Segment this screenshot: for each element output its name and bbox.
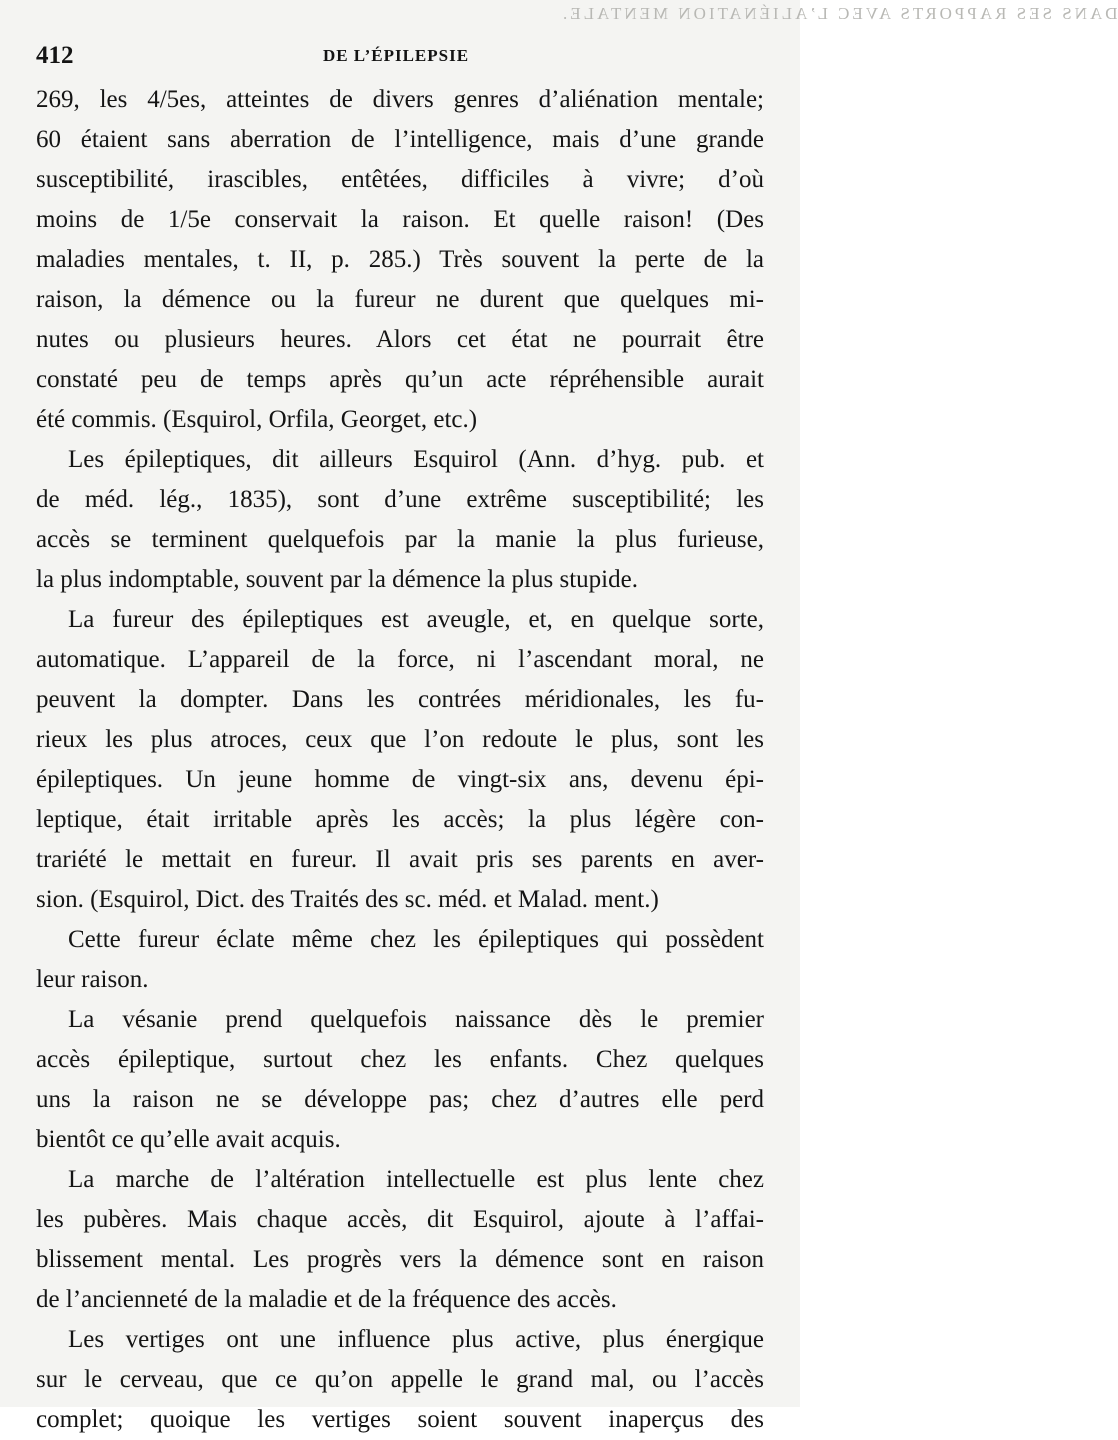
text-line: été commis. (Esquirol, Orfila, Georget, etc.)	[36, 406, 478, 433]
text-line: maladies mentales, t. II, p. 285.) Très souvent la perte de la	[36, 246, 764, 273]
text-line: bientôt ce qu’elle avait acquis.	[36, 1126, 341, 1153]
running-title: DE L’ÉPILEPSIE	[322, 46, 470, 65]
text-line: peuvent la dompter. Dans les contrées méridionales, les fu-	[36, 686, 764, 713]
text-line: la plus indomptable, souvent par la démence la plus stupide.	[36, 566, 638, 593]
page-header	[36, 42, 756, 76]
text-line: nutes ou plusieurs heures. Alors cet état ne pourrait être	[36, 326, 764, 353]
text-line: susceptibilité, irascibles, entêtées, difficiles à vivre; d’où	[36, 166, 764, 193]
text-line: La vésanie prend quelquefois naissance dès le premier	[68, 1006, 764, 1033]
text-line: automatique. L’appareil de la force, ni l’ascendant moral, ne	[36, 646, 764, 673]
text-line: leur raison.	[36, 966, 149, 993]
text-line: rieux les plus atroces, ceux que l’on redoute le plus, sont les	[36, 726, 764, 753]
text-line: Cette fureur éclate même chez les épileptiques qui possèdent	[68, 926, 764, 953]
text-line: Les épileptiques, dit ailleurs Esquirol (Ann. d’hyg. pub. et	[68, 446, 764, 473]
text-line: les pubères. Mais chaque accès, dit Esquirol, ajoute à l’affai-	[36, 1206, 764, 1233]
text-line: blissement mental. Les progrès vers la démence sont en raison	[36, 1246, 764, 1273]
text-line: moins de 1/5e conservait la raison. Et quelle raison! (Des	[36, 206, 764, 233]
text-line: de l’ancienneté de la maladie et de la fréquence des accès.	[36, 1286, 617, 1313]
text-line: raison, la démence ou la fureur ne durent que quelques mi-	[36, 286, 764, 313]
text-line: de méd. lég., 1835), sont d’une extrême susceptibilité; les	[36, 486, 764, 513]
text-line: Les vertiges ont une influence plus active, plus énergique	[68, 1326, 764, 1353]
text-line: uns la raison ne se développe pas; chez d’autres elle perd	[36, 1086, 764, 1113]
text-line: sion. (Esquirol, Dict. des Traités des sc. méd. et Malad. ment.)	[36, 886, 659, 913]
text-line: sur le cerveau, que ce qu’on appelle le grand mal, ou l’accès	[36, 1366, 764, 1393]
text-line: trariété le mettait en fureur. Il avait pris ses parents en aver-	[36, 846, 764, 873]
text-line: La fureur des épileptiques est aveugle, et, en quelque sorte,	[68, 606, 764, 633]
text-line: 60 étaient sans aberration de l’intelligence, mais d’une grande	[36, 126, 764, 153]
text-line: La marche de l’altération intellectuelle est plus lente chez	[68, 1166, 764, 1193]
text-line: complet; quoique les vertiges soient souvent inaperçus des	[36, 1406, 764, 1433]
text-line: épileptiques. Un jeune homme de vingt-six ans, devenu épi-	[36, 766, 764, 793]
text-line: leptique, était irritable après les accès; la plus légère con-	[36, 806, 764, 833]
bleed-through-text: DANS SES RAPPORTS AVEC L’ALIÉNATION MENTALE.	[560, 4, 1118, 23]
text-line: accès se terminent quelquefois par la manie la plus furieuse,	[36, 526, 764, 553]
page-number: 412	[36, 42, 74, 69]
text-line: constaté peu de temps après qu’un acte répréhensible aurait	[36, 366, 764, 393]
text-line: accès épileptique, surtout chez les enfants. Chez quelques	[36, 1046, 764, 1073]
body-text	[36, 80, 764, 1440]
text-line: 269, les 4/5es, atteintes de divers genres d’aliénation mentale;	[36, 86, 764, 113]
